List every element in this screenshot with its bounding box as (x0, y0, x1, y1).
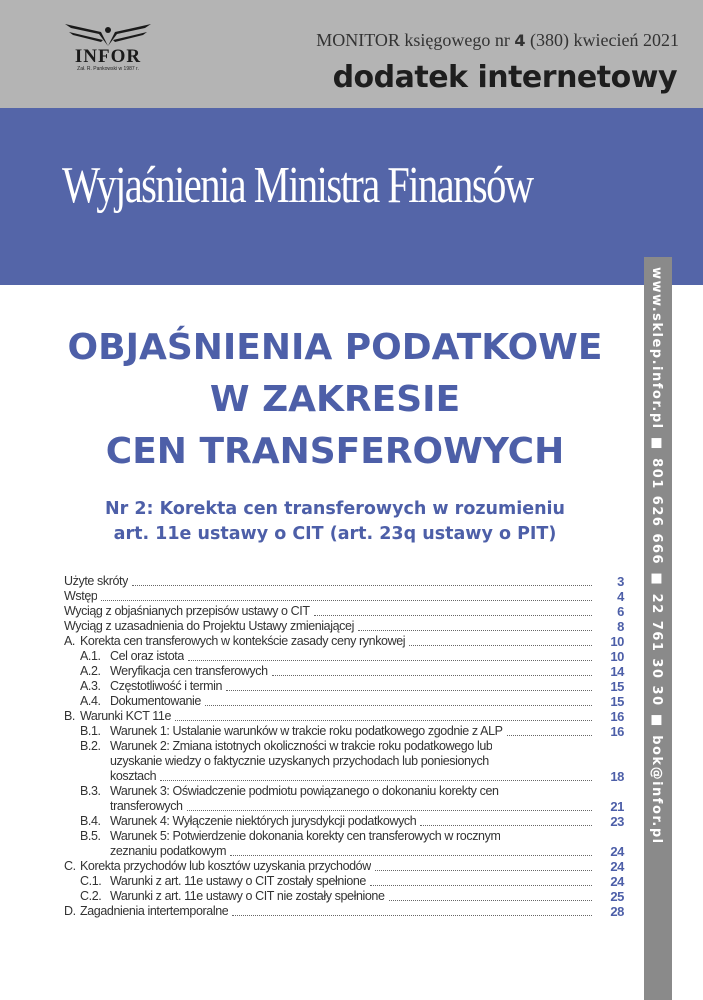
monitor-prefix: MONITOR księgowego nr (316, 30, 510, 50)
toc-entry[interactable] (64, 679, 624, 694)
infor-logo (60, 22, 156, 72)
table-of-contents (64, 574, 624, 919)
toc-text: Cel oraz istota (110, 649, 184, 663)
toc-entry[interactable] (64, 709, 624, 724)
dot-leader (188, 660, 592, 661)
dot-leader (314, 615, 592, 616)
toc-entry[interactable] (64, 664, 624, 679)
toc-entry[interactable] (64, 589, 624, 604)
toc-text: Korekta przychodów lub kosztów uzyskania przychodów (80, 859, 371, 873)
supplement-label: dodatek internetowy (332, 60, 677, 95)
toc-page: 24 (610, 844, 624, 859)
series-title: Wyjaśnienia Ministra Finansów (62, 157, 533, 214)
toc-page: 3 (617, 574, 624, 589)
toc-page: 14 (610, 664, 624, 679)
toc-text: Warunki KCT 11e (80, 709, 172, 723)
subtitle-line: art. 11e ustawy o CIT (art. 23q ustawy o PIT) (113, 524, 557, 544)
contact-strip (644, 257, 672, 1000)
document-subtitle (30, 497, 640, 547)
toc-entry[interactable] (64, 784, 624, 814)
toc-page: 24 (610, 859, 624, 874)
toc-text: Dokumentowanie (110, 694, 201, 708)
toc-number: A.4. (80, 694, 101, 708)
toc-text: kosztach (110, 769, 157, 783)
toc-number: C.2. (80, 889, 102, 903)
masthead (0, 0, 703, 108)
toc-page: 24 (610, 874, 624, 889)
toc-page: 15 (610, 694, 624, 709)
toc-text: zeznaniu podatkowym (110, 844, 227, 858)
toc-number: D. (64, 904, 76, 918)
toc-entry[interactable] (64, 694, 624, 709)
toc-text: uzyskanie wiedzy o faktycznie uzyskanych przychodach lub poniesionych (110, 754, 489, 768)
title-line: OBJAŚNIENIA PODATKOWE (67, 327, 603, 368)
toc-page: 10 (610, 634, 624, 649)
issue-date: (380) kwiecień 2021 (530, 30, 679, 50)
toc-entry[interactable] (64, 829, 624, 859)
toc-page: 25 (610, 889, 624, 904)
dot-leader (205, 705, 592, 706)
toc-entry[interactable] (64, 604, 624, 619)
issue-info (316, 30, 679, 51)
toc-text: Warunek 2: Zmiana istotnych okoliczności w trakcie roku podatkowego lub (110, 739, 493, 753)
title-line: W ZAKRESIE (209, 379, 461, 420)
dot-leader (101, 600, 592, 601)
toc-number: A.2. (80, 664, 101, 678)
dot-leader (420, 825, 592, 826)
toc-entry[interactable] (64, 889, 624, 904)
title-line: CEN TRANSFEROWYCH (105, 431, 565, 472)
toc-entry[interactable] (64, 874, 624, 889)
toc-entry[interactable] (64, 574, 624, 589)
toc-number: B.2. (80, 739, 101, 753)
toc-text: Wstęp (64, 589, 98, 603)
toc-page: 21 (610, 799, 624, 814)
toc-number: A. (64, 634, 76, 648)
toc-page: 15 (610, 679, 624, 694)
toc-page: 28 (610, 904, 624, 919)
toc-page: 18 (610, 769, 624, 784)
document-title (30, 322, 640, 478)
toc-number: B.3. (80, 784, 101, 798)
toc-text: Warunki z art. 11e ustawy o CIT nie zostały spełnione (110, 889, 385, 903)
toc-number: A.3. (80, 679, 101, 693)
toc-text: Korekta cen transferowych w kontekście zasady ceny rynkowej (80, 634, 406, 648)
toc-entry[interactable] (64, 814, 624, 829)
subtitle-line: Nr 2: Korekta cen transferowych w rozumieniu (105, 499, 565, 519)
dot-leader (507, 735, 592, 736)
toc-text: Warunek 4: Wyłączenie niektórych jurysdykcji podatkowych (110, 814, 417, 828)
toc-page: 4 (617, 589, 624, 604)
toc-text: Weryfikacja cen transferowych (110, 664, 268, 678)
toc-page: 8 (617, 619, 624, 634)
issue-number: 4 (514, 31, 526, 50)
toc-page: 16 (610, 724, 624, 739)
toc-text: Wyciąg z objaśnianych przepisów ustawy o CIT (64, 604, 310, 618)
dot-leader (272, 675, 592, 676)
toc-text: Zagadnienia intertemporalne (80, 904, 229, 918)
logo-sub: Zał. R. Pankowski w 1987 r. (77, 66, 139, 72)
toc-entry[interactable] (64, 904, 624, 919)
dot-leader (230, 855, 592, 856)
toc-number: B.1. (80, 724, 101, 738)
toc-text: Wyciąg z uzasadnienia do Projektu Ustawy zmieniającej (64, 619, 354, 633)
wings-icon (63, 22, 153, 48)
dot-leader (232, 915, 592, 916)
toc-entry[interactable] (64, 634, 624, 649)
dot-leader (370, 885, 592, 886)
toc-page: 16 (610, 709, 624, 724)
toc-entry[interactable] (64, 724, 624, 739)
toc-page: 23 (610, 814, 624, 829)
dot-leader (358, 630, 592, 631)
toc-entry[interactable] (64, 739, 624, 784)
toc-number: B. (64, 709, 76, 723)
dot-leader (409, 645, 592, 646)
toc-entry[interactable] (64, 649, 624, 664)
dot-leader (375, 870, 592, 871)
toc-text: Warunek 3: Oświadczenie podmiotu powiązanego o dokonaniu korekty cen (110, 784, 499, 798)
toc-entry[interactable] (64, 619, 624, 634)
dot-leader (389, 900, 592, 901)
toc-entry[interactable] (64, 859, 624, 874)
toc-text: Użyte skróty (64, 574, 128, 588)
contact-text: www.sklep.infor.pl ■ 801 626 666 ■ 22 761 30 30 ■ bok@infor.pl (649, 267, 664, 845)
toc-number: B.4. (80, 814, 101, 828)
dot-leader (175, 720, 592, 721)
toc-text: Warunek 5: Potwierdzenie dokonania korekty cen transferowych w rocznym (110, 829, 501, 843)
toc-text: transferowych (110, 799, 183, 813)
toc-number: C.1. (80, 874, 102, 888)
dot-leader (187, 810, 592, 811)
toc-page: 6 (617, 604, 624, 619)
logo-name: INFOR (74, 46, 142, 67)
toc-number: C. (64, 859, 76, 873)
dot-leader (226, 690, 592, 691)
toc-text: Warunki z art. 11e ustawy o CIT zostały spełnione (110, 874, 366, 888)
toc-number: B.5. (80, 829, 101, 843)
dot-leader (132, 585, 592, 586)
title-band (0, 108, 703, 285)
toc-number: A.1. (80, 649, 101, 663)
dot-leader (160, 780, 592, 781)
toc-page: 10 (610, 649, 624, 664)
toc-text: Częstotliwość i termin (110, 679, 223, 693)
toc-text: Warunek 1: Ustalanie warunków w trakcie roku podatkowego zgodnie z ALP (110, 724, 503, 738)
